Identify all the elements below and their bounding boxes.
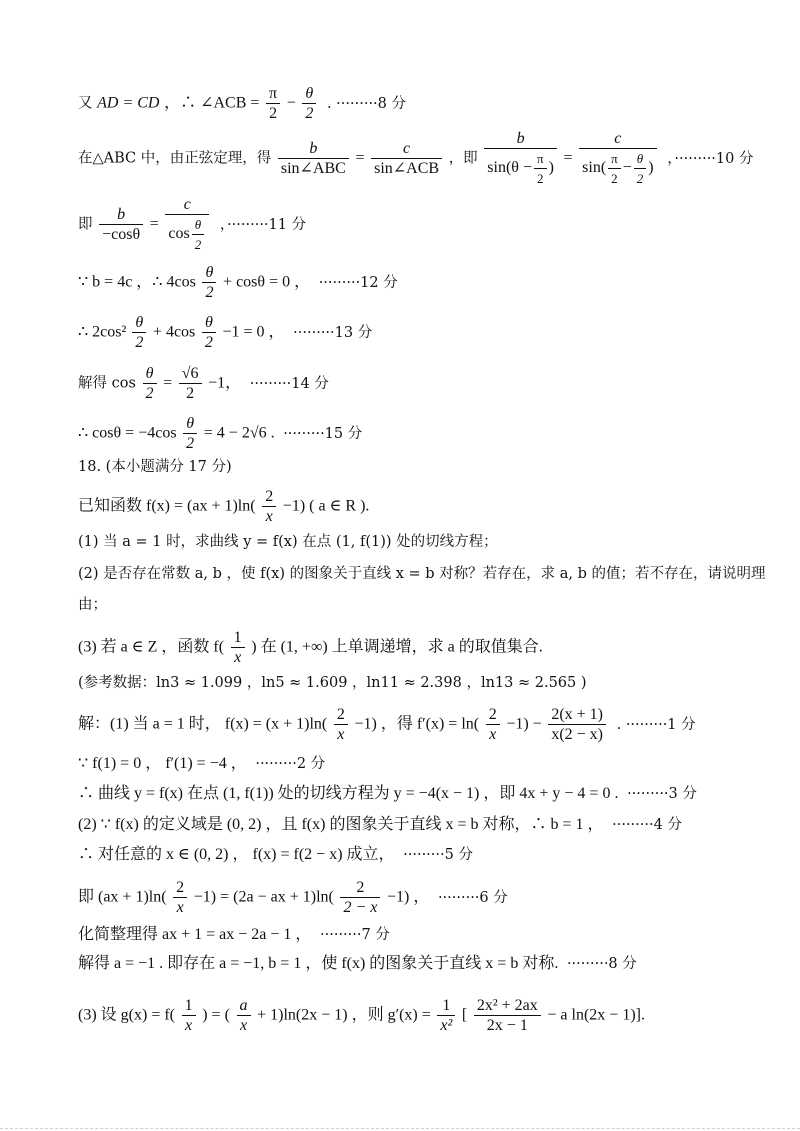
math: −1) − [506, 715, 542, 733]
fraction [165, 195, 209, 254]
denominator: sin∠ABC [280, 160, 346, 177]
score-marker: ·········6 分 [437, 889, 508, 906]
math: −1) ， [386, 888, 430, 906]
numerator: θ [183, 414, 197, 434]
fraction [262, 487, 276, 526]
score-marker: ，·········10 分 [667, 150, 754, 167]
den-text: ) [648, 159, 654, 177]
denominator: 2 [205, 284, 214, 301]
operator: = [149, 215, 159, 233]
score-marker: ·········14 分 [249, 375, 329, 392]
den-text: cos [168, 225, 190, 243]
line-10-points [78, 129, 753, 188]
numerator: π [608, 149, 621, 169]
math: + cosθ = 0 ， [223, 273, 311, 291]
fraction [266, 84, 280, 123]
question-1: (1) 当 a = 1 时，求曲线 y = f(x) 在点 (1, f(1)) 处的切线方程； [78, 534, 498, 550]
fraction [182, 996, 196, 1035]
text: ，即 [448, 150, 478, 167]
score-marker: ·········7 分 [320, 927, 390, 943]
text: 即 [78, 216, 93, 233]
den-text: ) [548, 159, 554, 177]
math: + 4cos [152, 323, 196, 341]
score-marker: ·········2 分 [255, 756, 326, 772]
numerator: 2(x + 1) [548, 705, 606, 725]
fraction [173, 878, 187, 917]
score-marker: ·········4 分 [612, 817, 682, 833]
fraction [302, 84, 316, 123]
fraction [192, 215, 205, 254]
denominator: x² [440, 1017, 453, 1034]
text: 解得 cos [78, 375, 136, 392]
numerator: 2x² + 2ax [474, 996, 541, 1016]
fraction [334, 705, 348, 744]
score-marker: ·········5 分 [403, 847, 473, 863]
numerator: c [165, 195, 209, 215]
math: −1 = 0 ， [222, 323, 285, 341]
line-13-points [78, 313, 372, 352]
math: ∴ 对任意的 x ∈ (0, 2) ， f(x) = f(2 − x) 成立， [78, 846, 395, 863]
fraction [484, 129, 557, 188]
fraction [371, 139, 442, 178]
fraction [634, 149, 647, 188]
fraction [474, 996, 541, 1035]
numerator: 1 [182, 996, 196, 1016]
fraction [486, 705, 500, 744]
denominator [484, 149, 557, 188]
solution-line [78, 755, 325, 773]
fraction [548, 705, 606, 744]
numerator: 2 [334, 705, 348, 725]
denominator: 2 [145, 385, 154, 402]
operator: = [563, 149, 573, 167]
solution-line [78, 846, 473, 864]
math: (2) ∵ f(x) 的定义域是 (0, 2) ，且 f(x) 的图象关于直线 x = b 对称，∴ b = 1 ， [78, 816, 604, 833]
operator: = [355, 149, 365, 167]
solution-2 [78, 816, 682, 834]
numerator: θ [132, 313, 146, 333]
score-marker: ·········13 分 [293, 324, 373, 341]
denominator: −cosθ [102, 226, 141, 243]
denominator: 2 [204, 334, 213, 351]
math: ) = ( [202, 1006, 230, 1024]
problem-heading: 18. (本小题满分 17 分) [78, 459, 232, 475]
math: 已知函数 f(x) = (ax + 1)ln( [78, 497, 256, 515]
numerator: θ [202, 313, 216, 333]
fraction [237, 996, 251, 1035]
numerator: 1 [231, 628, 245, 648]
denominator: x [234, 649, 242, 666]
math: 解得 a = −1 . 即存在 a = −1, b = 1 ，使 f(x) 的图象关于直线 x = b 对称. [78, 955, 559, 972]
solution-1 [78, 705, 696, 744]
fraction [437, 996, 455, 1035]
math: (3) 设 g(x) = f( [78, 1006, 175, 1024]
math: 化简整理得 ax + 1 = ax − 2a − 1 ， [78, 926, 312, 943]
denominator: 2 − x [343, 899, 378, 916]
fraction [231, 628, 245, 667]
math: AD = CD [97, 94, 160, 112]
fraction [202, 263, 216, 302]
fraction [132, 313, 146, 352]
fraction [143, 364, 157, 403]
numerator: 2 [262, 487, 276, 507]
denominator [579, 149, 656, 188]
numerator: c [579, 129, 656, 149]
denominator: 2 [305, 105, 314, 122]
numerator: θ [192, 215, 205, 235]
problem-statement [78, 487, 369, 526]
score-marker: ·········3 分 [627, 786, 697, 802]
solution-line [78, 878, 508, 917]
fraction [340, 878, 380, 917]
solution-line [78, 785, 697, 803]
numerator: a [237, 996, 251, 1016]
denominator [165, 215, 209, 254]
math: −1) ，得 f′(x) = ln( [354, 715, 480, 733]
fraction [202, 313, 216, 352]
numerator: 2 [486, 705, 500, 725]
math: (3) 若 a ∈ Z ，函数 f( [78, 638, 225, 656]
denominator: x [185, 1017, 193, 1034]
reference-data: (参考数据：ln3 ≈ 1.099 ，ln5 ≈ 1.609 ，ln11 ≈ 2.398 ，ln13 ≈ 2.565 ) [78, 675, 587, 691]
line-8-points [78, 84, 406, 123]
math: 解：(1) 当 a = 1 时， f(x) = (x + 1)ln( [78, 715, 328, 733]
denominator: x(2 − x) [551, 726, 603, 743]
numerator: π [534, 149, 547, 169]
question-3 [78, 628, 543, 667]
score-marker: . ·········1 分 [616, 716, 696, 733]
page-bottom-rule [0, 1128, 800, 1129]
denominator: x [176, 899, 184, 916]
score-marker: . ·········8 分 [326, 95, 407, 112]
math: −1) ( a ∈ R ). [282, 497, 370, 515]
numerator: √6 [179, 364, 202, 384]
score-marker: ，·········11 分 [219, 216, 307, 233]
denominator: 2 [611, 171, 618, 186]
denominator: 2 [269, 105, 278, 122]
numerator: b [484, 129, 557, 149]
score-marker: ·········12 分 [318, 274, 398, 291]
score-marker: ·········15 分 [283, 425, 363, 442]
line-11-points [78, 195, 306, 254]
fraction [579, 129, 656, 188]
den-text: sin( [582, 159, 607, 177]
operator: − [286, 94, 296, 112]
denominator: 2 [186, 435, 195, 452]
math: ，∴ ∠ACB = [164, 94, 260, 112]
math: −1， [208, 374, 242, 392]
operator: − [622, 159, 632, 177]
math: + 1)ln(2x − 1) ，则 g′(x) = [257, 1006, 431, 1024]
numerator: b [99, 205, 143, 225]
line-15-points [78, 414, 362, 453]
numerator: c [371, 139, 442, 159]
numerator: θ [634, 149, 647, 169]
fraction [183, 414, 197, 453]
numerator: θ [302, 84, 316, 104]
question-2: (2) 是否存在常数 a, b ，使 f(x) 的图象关于直线 x = b 对称？若存在，求 a, b 的值；若不存在，请说明理 [78, 566, 766, 582]
text: 又 [78, 95, 93, 112]
denominator: 2 [186, 385, 195, 402]
numerator: π [266, 84, 280, 104]
solution-line [78, 926, 390, 944]
denominator: x [239, 1017, 248, 1034]
numerator: 1 [437, 996, 455, 1016]
math: ∵ b = 4c ，∴ 4cos [78, 273, 196, 291]
numerator: θ [202, 263, 216, 283]
denominator: x [489, 726, 497, 743]
solution-line [78, 955, 637, 973]
math: ) 在 (1, +∞) 上单调递增，求 a 的取值集合. [251, 638, 543, 656]
math: ∵ f(1) = 0 ， f′(1) = −4 ， [78, 755, 247, 772]
denominator: sin∠ACB [374, 160, 440, 177]
solution-3 [78, 996, 645, 1035]
math: − a ln(2x − 1)]. [547, 1006, 645, 1024]
operator: = [163, 374, 173, 392]
text: 在△ABC 中，由正弦定理，得 [78, 150, 272, 167]
math: 即 (ax + 1)ln( [78, 888, 167, 906]
math: = 4 − 2√6 . [203, 424, 275, 442]
numerator: 2 [340, 878, 380, 898]
math: ∴ cosθ = −4cos [78, 424, 177, 442]
numerator: b [278, 139, 349, 159]
fraction [534, 149, 547, 188]
fraction [608, 149, 621, 188]
score-marker: ·········8 分 [566, 956, 637, 972]
question-2-cont: 由； [78, 597, 107, 613]
den-text: sin(θ − [487, 159, 532, 177]
math: ∴ 曲线 y = f(x) 在点 (1, f(1)) 处的切线方程为 y = −4(x − 1) ，即 4x + y − 4 = 0 . [78, 785, 619, 802]
denominator: x [265, 508, 273, 525]
fraction [278, 139, 349, 178]
line-14-points [78, 364, 329, 403]
line-12-points [78, 263, 398, 302]
math: [ [461, 1006, 468, 1024]
denominator: 2 [194, 237, 202, 252]
fraction [179, 364, 202, 403]
denominator: 2 [537, 171, 544, 186]
denominator: 2 [636, 171, 644, 186]
numerator: θ [143, 364, 157, 384]
numerator: 2 [173, 878, 187, 898]
fraction [99, 205, 143, 244]
denominator: 2 [135, 334, 144, 351]
math: ∴ 2cos² [78, 323, 131, 341]
math: −1) = (2a − ax + 1)ln( [193, 888, 334, 906]
denominator: 2x − 1 [486, 1017, 528, 1034]
denominator: x [337, 726, 345, 743]
